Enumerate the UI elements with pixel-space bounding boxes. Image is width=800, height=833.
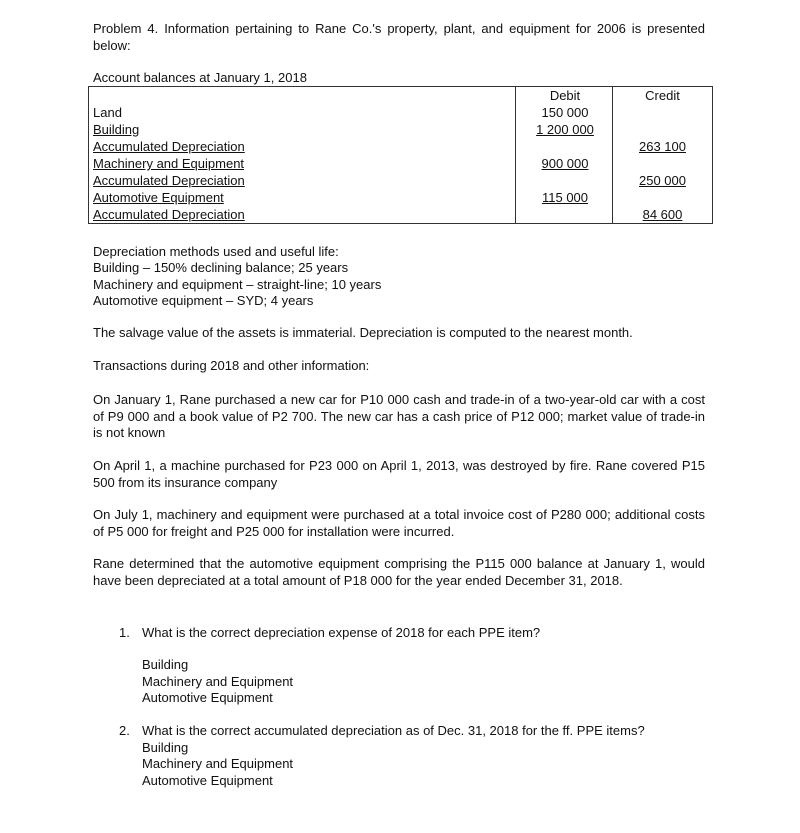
depreciation-heading: Depreciation methods used and useful life: xyxy=(93,244,339,259)
table-row-debit: 1 200 000 xyxy=(536,122,594,137)
table-row-credit: 84 600 xyxy=(642,207,683,222)
question-subitem: Automotive Equipment xyxy=(142,773,273,788)
transaction-paragraph: On April 1, a machine purchased for P23 000 on April 1, 2013, was destroyed by fire. Rane covered P15 500 from its insurance company xyxy=(93,458,705,490)
question-subitem: Automotive Equipment xyxy=(142,690,273,705)
balances-heading: Account balances at January 1, 2018 xyxy=(93,70,307,85)
problem-intro: Problem 4. Information pertaining to Rane Co.'s property, plant, and equipment for 2006 is presented below: xyxy=(93,21,705,53)
transactions-heading: Transactions during 2018 and other information: xyxy=(93,358,370,373)
question-number: 2. xyxy=(119,723,130,738)
question-number: 1. xyxy=(119,625,130,640)
depreciation-line: Machinery and equipment – straight-line; 10 years xyxy=(93,277,382,292)
account-balances-table xyxy=(88,86,713,224)
question-subitem: Building xyxy=(142,657,189,672)
depreciation-line: Automotive equipment – SYD; 4 years xyxy=(93,293,314,308)
question-subitem: Machinery and Equipment xyxy=(142,674,294,689)
table-row-label: Machinery and Equipment xyxy=(93,156,245,171)
transaction-paragraph: On July 1, machinery and equipment were purchased at a total invoice cost of P280 000; additional costs of P5 000 for freight and P25 000 for installation were incurred. xyxy=(93,507,705,539)
table-row-label: Accumulated Depreciation xyxy=(93,173,245,188)
transaction-paragraph: Rane determined that the automotive equipment comprising the P115 000 balance at January 1, would have been depreciated at a total amount of P18 000 for the year ended December 31, 2018. xyxy=(93,556,705,588)
table-row-label: Land xyxy=(93,105,122,120)
question-text: What is the correct accumulated depreciation as of Dec. 31, 2018 for the ff. PPE items? xyxy=(142,723,645,738)
table-row-debit: 150 000 xyxy=(541,105,589,120)
debit-header: Debit xyxy=(549,88,581,103)
table-row-label: Accumulated Depreciation xyxy=(93,207,245,222)
transaction-paragraph: On January 1, Rane purchased a new car for P10 000 cash and trade-in of a two-year-old car with a cost of P9 000 and a book value of P2 700. The new car has a cash price of P12 000; market value of trade-in is not known xyxy=(93,392,705,440)
table-row-debit: 900 000 xyxy=(541,156,589,171)
table-row-label: Accumulated Depreciation xyxy=(93,139,245,154)
table-row-label: Building xyxy=(93,122,140,137)
salvage-note: The salvage value of the assets is immaterial. Depreciation is computed to the nearest month. xyxy=(93,325,633,340)
question-subitem: Machinery and Equipment xyxy=(142,756,294,771)
table-row-debit: 115 000 xyxy=(541,190,589,205)
question-text: What is the correct depreciation expense of 2018 for each PPE item? xyxy=(142,625,541,640)
credit-header: Credit xyxy=(645,88,680,103)
table-row-credit: 250 000 xyxy=(639,173,686,188)
table-row-label: Automotive Equipment xyxy=(93,190,224,205)
table-row-credit: 263 100 xyxy=(639,139,686,154)
depreciation-line: Building – 150% declining balance; 25 years xyxy=(93,260,349,275)
question-subitem: Building xyxy=(142,740,189,755)
